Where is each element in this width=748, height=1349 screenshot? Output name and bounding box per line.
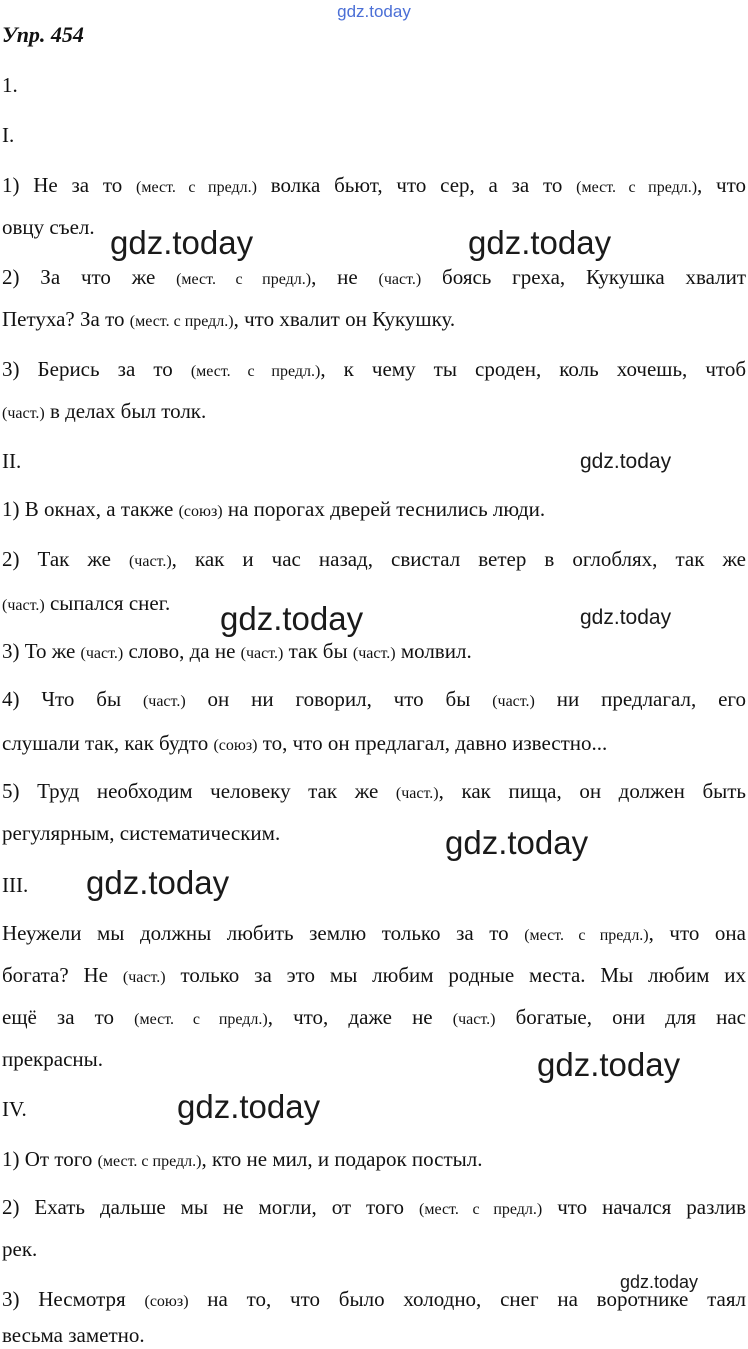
text-line [2, 920, 746, 949]
watermark: gdz.today [580, 450, 672, 473]
text-line [2, 730, 746, 759]
text: он ни говорил, что бы [207, 687, 471, 711]
text: на порогах дверей теснились люди. [227, 497, 546, 521]
grammar-note: (част.) [492, 693, 535, 710]
text: так бы [288, 639, 348, 663]
text: 5) Труд необходим человеку так же [2, 779, 379, 803]
grammar-note: (мест. с предл.) [419, 1201, 543, 1218]
grammar-note: (союз) [178, 503, 223, 520]
text: 1) В окнах, а также [2, 497, 174, 521]
grammar-note: (мест. с предл.) [136, 179, 257, 196]
text: 3) Берись за то [2, 357, 173, 381]
text: 2) Ехать дальше мы не могли, от того [2, 1195, 405, 1219]
grammar-note: (союз) [213, 737, 258, 754]
grammar-note: (част.) [452, 1011, 496, 1028]
text: что начался разлив [557, 1195, 747, 1219]
text: сыпался снег. [49, 591, 171, 615]
text-line [2, 1194, 746, 1223]
text-line [2, 264, 746, 293]
section-number: 1. [2, 73, 18, 97]
grammar-note: (мест. с предл.) [524, 927, 649, 944]
watermark: gdz.today [177, 1088, 321, 1125]
text-line: рек. [2, 1237, 38, 1261]
text: , кто не мил, и подарок постыл. [201, 1147, 483, 1171]
text-line [2, 686, 746, 715]
text: Неужели мы должны любить землю только за то [2, 921, 509, 945]
text-line [2, 962, 746, 991]
grammar-note: (част.) [142, 693, 186, 710]
grammar-note: (част.) [395, 785, 439, 802]
text: на то, что было холодно, снег на воротнике таял [207, 1287, 747, 1311]
text-line [2, 172, 746, 201]
watermark: gdz.today [580, 606, 672, 629]
watermark: gdz.today [468, 224, 612, 261]
watermark: gdz.today [86, 864, 230, 901]
text: боясь греха, Кукушка хвалит [442, 265, 747, 289]
text: 1) Не за то [2, 173, 123, 197]
text-line: регулярным, систематическим. [2, 821, 281, 845]
text: 3) То же [2, 639, 76, 663]
text: , не [311, 265, 358, 289]
grammar-note: (мест. с предл.) [97, 1153, 202, 1170]
text-line: прекрасны. [2, 1047, 104, 1071]
text-line [2, 496, 746, 525]
grammar-note: (част.) [240, 645, 284, 662]
header-watermark: gdz.today [337, 2, 411, 21]
watermark: gdz.today [110, 224, 254, 261]
watermark: gdz.today [445, 824, 589, 861]
text: богатые, они для нас [515, 1005, 746, 1029]
grammar-note: (част.) [352, 645, 396, 662]
text: слово, да не [128, 639, 236, 663]
text: , что хвалит он Кукушку. [233, 307, 456, 331]
watermark: gdz.today [220, 600, 364, 637]
watermark: gdz.today [537, 1046, 681, 1083]
text-line [2, 356, 746, 385]
grammar-note: (част.) [2, 597, 45, 614]
text: , что [697, 173, 747, 197]
text-line [2, 306, 746, 335]
text: , что она [648, 921, 746, 945]
text-line [2, 1004, 746, 1033]
text: 2) Так же [2, 547, 111, 571]
text: то, что он предлагал, давно известно... [262, 731, 608, 755]
text: богата? Не [2, 963, 109, 987]
grammar-note: (част.) [122, 969, 166, 986]
text: 4) Что бы [2, 687, 122, 711]
text: молвил. [400, 639, 472, 663]
text-line [2, 778, 746, 807]
text-line [2, 398, 746, 427]
watermark: gdz.today [620, 1272, 699, 1292]
text-line [2, 638, 746, 667]
text-line: овцу съел. [2, 215, 95, 239]
grammar-note: (мест. с предл.) [190, 363, 321, 380]
text: Петуха? За то [2, 307, 125, 331]
text: , что, даже не [267, 1005, 433, 1029]
text: , как и час назад, свистал ветер в оглоблях, так же [171, 547, 746, 571]
grammar-note: (мест. с предл.) [176, 271, 312, 288]
grammar-note: (част.) [80, 645, 124, 662]
section-heading-II: II. [2, 449, 22, 473]
grammar-note: (мест. с предл.) [129, 313, 234, 330]
text: волка бьют, что сер, а за то [270, 173, 563, 197]
text-line: весьма заметно. [2, 1323, 145, 1347]
grammar-note: (мест. с предл.) [134, 1011, 268, 1028]
text: слушали так, как будто [2, 731, 209, 755]
grammar-note: (част.) [2, 405, 45, 422]
section-heading-I: I. [2, 123, 15, 147]
grammar-note: (мест. с предл.) [576, 179, 698, 196]
section-heading-IV: IV. [2, 1097, 27, 1121]
text: 3) Несмотря [2, 1287, 126, 1311]
text: ещё за то [2, 1005, 115, 1029]
grammar-note: (союз) [144, 1293, 189, 1310]
text: 2) За что же [2, 265, 156, 289]
text-line [2, 546, 746, 575]
text: 1) От того [2, 1147, 93, 1171]
grammar-note: (част.) [128, 553, 172, 570]
section-heading-III: III. [2, 873, 29, 897]
text-line [2, 1146, 746, 1175]
text: в делах был толк. [49, 399, 207, 423]
text: ни предлагал, его [556, 687, 747, 711]
text: только за это мы любим родные места. Мы любим их [180, 963, 747, 987]
exercise-title: Упр. 454 [2, 22, 84, 47]
text: , к чему ты сроден, коль хочешь, чтоб [320, 357, 747, 381]
text: , как пища, он должен быть [438, 779, 746, 803]
grammar-note: (част.) [378, 271, 422, 288]
